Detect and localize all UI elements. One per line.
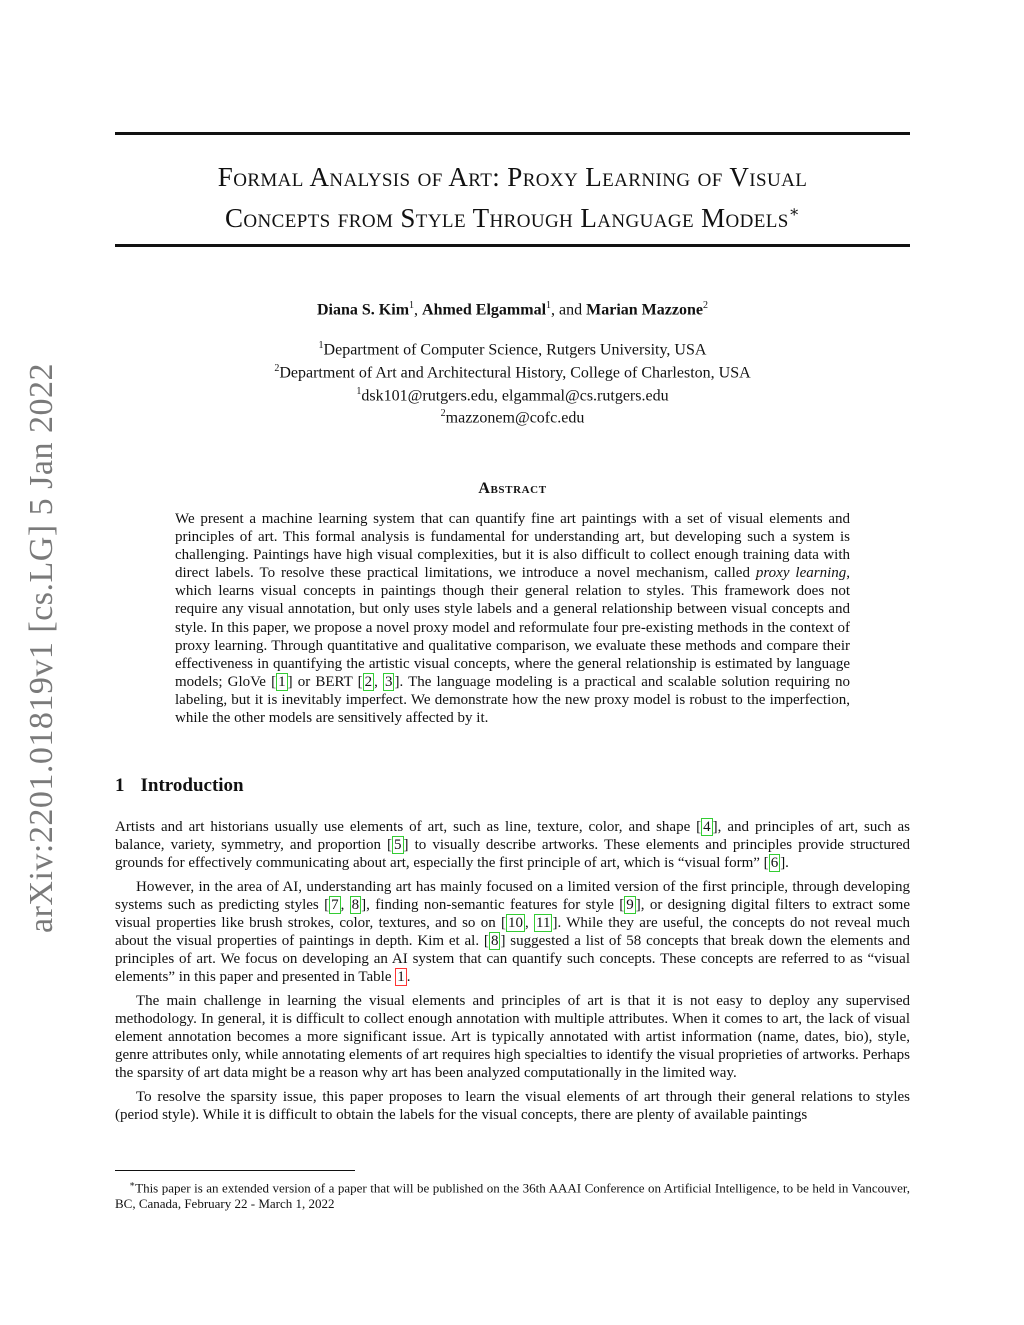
paragraph-text: ], finding non-semantic features for style [ xyxy=(361,897,625,913)
abstract-emphasis: proxy learning xyxy=(755,565,847,582)
title-top-rule xyxy=(115,132,910,135)
footnote-text: This paper is an extended version of a paper that will be published on the 36th AAAI Conference on Artificial Intelligence, to be held in Vancouver, BC, Canada, February 22 - March 1, 2022 xyxy=(115,1180,910,1212)
section-heading-introduction xyxy=(115,775,244,797)
citation-link[interactable]: 9 xyxy=(626,897,634,913)
paragraph-text: However, in the area of AI, understanding art has mainly focused on a limited version of the first principle, through developing systems such as predicting styles [ xyxy=(115,879,910,913)
introduction-body xyxy=(115,818,910,1130)
abstract-text-2: , which learns visual concepts in paintings though their general relation to styles. This framework does not require any visual annotation, but only uses style labels and a general relationship between visual concepts and style. In this paper, we propose a novel proxy model and reformulate four pre-existing methods in the context of proxy learning. Through quantitative and qualitative comparison, we evaluate these methods and compare their effectiveness in quantifying the artistic visual concepts, where the general relationship is estimated by language models; GloVe [ xyxy=(175,565,850,690)
footnote-mark: ∗ xyxy=(129,1179,136,1189)
citation-link[interactable]: 8 xyxy=(351,897,360,913)
section-title: Introduction xyxy=(140,775,244,796)
abstract-text-3: ] or BERT [ xyxy=(287,673,363,690)
paragraph xyxy=(115,878,910,986)
affiliations xyxy=(115,337,910,428)
table-reference-link[interactable]: 1 xyxy=(397,969,405,985)
citation-link[interactable]: 6 xyxy=(770,855,779,871)
paragraph xyxy=(115,818,910,872)
citation-link[interactable]: 10 xyxy=(507,915,523,931)
title-line-1: Formal Analysis of Art: Proxy Learning of Visual xyxy=(217,162,808,192)
author-list xyxy=(115,300,910,319)
citation-link[interactable]: 2 xyxy=(364,673,373,690)
author-3: Marian Mazzone xyxy=(586,301,703,319)
author-1-affil: 1 xyxy=(409,300,415,311)
paragraph: To resolve the sparsity issue, this paper proposes to learn the visual elements of art through their general relations to styles (period style). While it is difficult to obtain the labels for the visual concepts, there are plenty of available paintings xyxy=(115,1089,910,1123)
email-2-mark: 2 xyxy=(440,408,446,420)
title-line-2-text: Concepts from Style Through Language Models xyxy=(224,203,789,233)
affiliation-2-mark: 2 xyxy=(274,362,280,374)
footnote-rule xyxy=(115,1170,355,1171)
arxiv-stamp: arXiv:2201.01819v1 [cs.LG] 5 Jan 2022 xyxy=(23,363,60,933)
citation-separator: , xyxy=(524,915,535,931)
abstract-body xyxy=(175,510,850,727)
author-sep-2: , and xyxy=(551,301,587,319)
abstract-text-4: ]. The language modeling is a practical and scalable solution requiring no labeling, but it is inevitably imperfect. We demonstrate how the new proxy model is robust to the imperfection, while the other models are sensitively affected by it. xyxy=(175,673,851,727)
paragraph-text: ]. xyxy=(780,855,789,871)
abstract-text-1: We present a machine learning system that can quantify fine art paintings with a set of visual elements and principles of art. This formal analysis is fundamental for understanding art, but developing such a system is challenging. Paintings have high visual complexities, but it is also difficult to collect enough training data with direct labels. To resolve these practical limitations, we introduce a novel mechanism, called xyxy=(175,511,850,582)
citation-link[interactable]: 1 xyxy=(278,673,286,690)
title-line-2 xyxy=(115,195,910,236)
citation-link[interactable]: 7 xyxy=(331,897,339,913)
paper-title xyxy=(115,160,910,236)
citation-link[interactable]: 11 xyxy=(536,915,551,931)
affiliation-1-text: Department of Computer Science, Rutgers University, USA xyxy=(323,341,707,359)
paragraph-text: ], or designing digital filters to extract some visual properties like brush strokes, color, textures, and so on [ xyxy=(115,897,911,931)
email-1 xyxy=(115,383,910,406)
author-sep-1: , xyxy=(414,301,423,319)
citation-link[interactable]: 4 xyxy=(703,819,711,835)
abstract-heading: Abstract xyxy=(478,480,547,497)
section-number: 1 xyxy=(115,775,125,796)
title-bottom-rule xyxy=(115,244,910,247)
paragraph-text: . xyxy=(406,969,411,985)
email-1-text: dsk101@rutgers.edu, elgammal@cs.rutgers.edu xyxy=(361,386,669,404)
paragraph-text: ] to visually describe artworks. These elements and principles provide structured grounds for effectively communicating about art, especially the first principle of art, which is “visual form” [ xyxy=(115,837,910,871)
citation-separator: , xyxy=(340,897,350,913)
affiliation-1 xyxy=(115,337,910,360)
citation-link[interactable]: 5 xyxy=(394,837,402,853)
paragraph-text: Artists and art historians usually use elements of art, such as line, texture, color, and shape [ xyxy=(115,819,702,835)
affiliation-2-text: Department of Art and Architectural History, College of Charleston, USA xyxy=(279,364,751,382)
citation-link[interactable]: 8 xyxy=(490,933,499,949)
footnote xyxy=(115,1176,910,1212)
citation-separator: , xyxy=(374,673,383,690)
author-3-affil: 2 xyxy=(702,300,708,311)
citation-link[interactable]: 3 xyxy=(384,673,393,690)
email-1-mark: 1 xyxy=(356,385,362,397)
paragraph: The main challenge in learning the visual elements and principles of art is that it is not easy to deploy any supervised methodology. In general, it is difficult to collect enough annotation with multiple attributes. When it comes to art, the lack of visual element annotation becomes a more significant issue. Art is typically annotated with artist information (name, dates, bio), style, genre attributes only, while annotating elements of art requires high specialties to identify the visual proprieties of artworks. Perhaps the sparsity of art data might be a reason why art has been analyzed computationally in the limited way. xyxy=(115,993,910,1081)
author-2: Ahmed Elgammal xyxy=(422,301,547,319)
affiliation-1-mark: 1 xyxy=(318,340,324,351)
author-2-affil: 1 xyxy=(546,300,552,311)
author-1: Diana S. Kim xyxy=(317,301,410,319)
email-2-text: mazzonem@cofc.edu xyxy=(445,409,585,427)
email-2 xyxy=(115,405,910,428)
paragraph-text: ], and principles of art, such as balance, variety, symmetry, and proportion [ xyxy=(115,819,910,853)
title-footnote-mark: ∗ xyxy=(788,204,801,221)
paragraph-text: ]. While they are useful, the concepts do not reveal much about the visual properties of paintings in depth. Kim et al. [ xyxy=(115,915,910,949)
paragraph-text: ] suggested a list of 58 concepts that break down the elements and principles of art. We focus on developing an AI system that can quantify such concepts. These concepts are referred to as “visual elements” in this paper and presented in Table xyxy=(115,933,910,985)
affiliation-2 xyxy=(115,360,910,383)
